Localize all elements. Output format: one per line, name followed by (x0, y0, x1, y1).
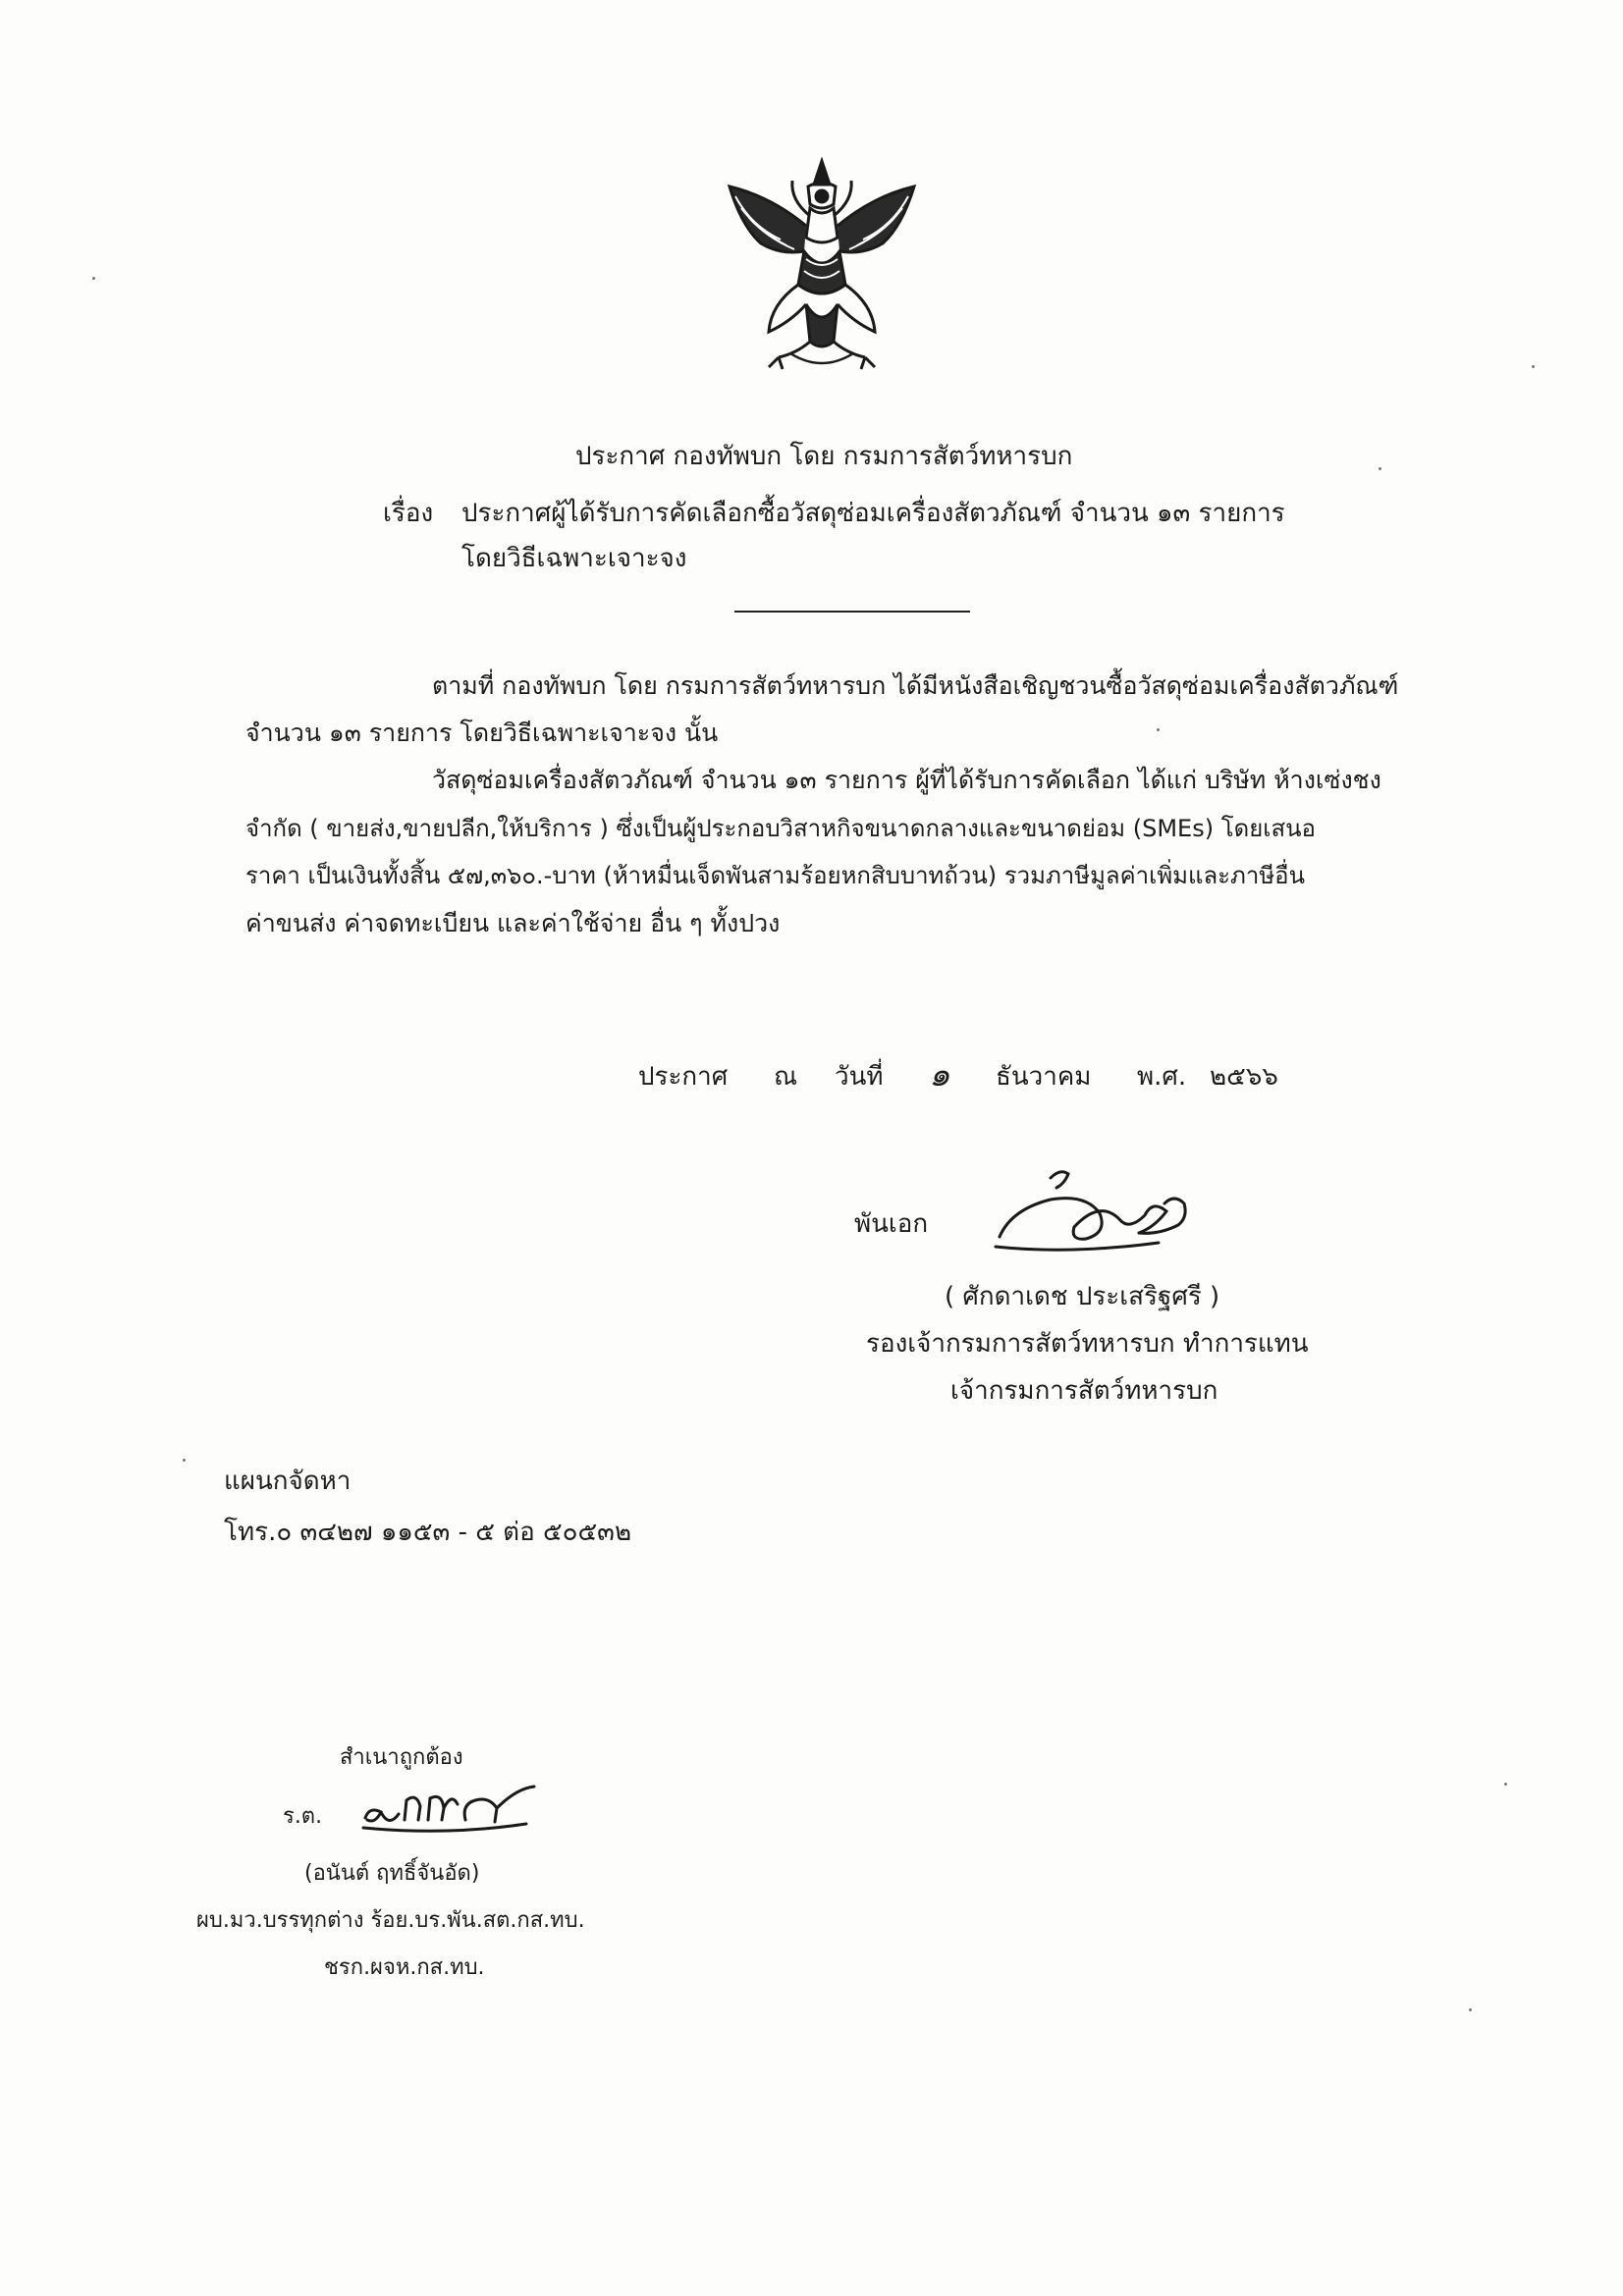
date-day-label: วันที่ (835, 1062, 884, 1092)
date-month: ธันวาคม (996, 1062, 1092, 1092)
date-day: ๑ (929, 1055, 950, 1095)
certified-signature (359, 1779, 536, 1838)
date-at: ณ (774, 1062, 798, 1092)
scan-speck (1532, 365, 1535, 368)
certified-name: (อนันต์ ฤทธิ์จันอัด) (304, 1861, 480, 1886)
certified-position-1: ผบ.มว.บรรทุกต่าง ร้อย.บร.พัน.สต.กส.ทบ. (196, 1908, 585, 1933)
paragraph-1-line-2: จำนวน ๑๓ รายการ โดยวิธีเฉพาะเจาะจง นั้น (245, 719, 719, 747)
scan-speck (1504, 1783, 1507, 1786)
contact-department: แผนกจัดหา (224, 1467, 352, 1496)
date-announce: ประกาศ (638, 1062, 729, 1092)
date-year: ๒๕๖๖ (1210, 1062, 1278, 1092)
subject-label: เรื่อง (383, 499, 434, 528)
certified-position-2: ชรก.ผจห.กส.ทบ. (324, 1955, 485, 1980)
paragraph-2-line-1: วัสดุซ่อมเครื่องสัตวภัณฑ์ จำนวน ๑๓ รายการ ผู้ที่ได้รับการคัดเลือก ได้แก่ บริษัท ห้างเซ่งชง (432, 766, 1381, 794)
signature (992, 1160, 1217, 1258)
contact-phone: โทร.๐ ๓๔๒๗ ๑๑๕๓ - ๕ ต่อ ๕๐๕๓๒ (224, 1518, 632, 1547)
paragraph-2-line-3: ราคา เป็นเงินทั้งสิ้น ๕๗,๓๖๐.-บาท (ห้าหมื่นเจ็ดพันสามร้อยหกสิบบาทถ้วน) รวมภาษีมูลค่าเพิ่มและภาษีอื่น (245, 862, 1305, 889)
scan-speck (1157, 728, 1160, 731)
title-divider (734, 611, 970, 613)
scan-speck (92, 277, 95, 280)
scan-speck (1379, 467, 1381, 470)
signatory-name: ( ศักดาเดช ประเสริฐศรี ) (945, 1282, 1220, 1311)
paragraph-2-line-4: ค่าขนส่ง ค่าจดทะเบียน และค่าใช้จ่าย อื่น ๆ ทั้งปวง (245, 909, 781, 937)
subject-line-2: โดยวิธีเฉพาะเจาะจง (461, 544, 687, 573)
scan-speck (183, 1459, 186, 1462)
signatory-position-1: รองเจ้ากรมการสัตว์ทหารบก ทำการแทน (866, 1329, 1309, 1359)
paragraph-2-line-2: จำกัด ( ขายส่ง,ขายปลีก,ให้บริการ ) ซึ่งเป็นผู้ประกอบวิสาหกิจขนาดกลางและขนาดย่อม (SMEs) โดยเสนอ (245, 815, 1316, 842)
certified-label: สำเนาถูกต้อง (340, 1745, 463, 1770)
signatory-position-2: เจ้ากรมการสัตว์ทหารบก (950, 1376, 1218, 1406)
subject-line-1: ประกาศผู้ได้รับการคัดเลือกซื้อวัสดุซ่อมเครื่องสัตวภัณฑ์ จำนวน ๑๓ รายการ (461, 499, 1285, 528)
garuda-emblem (722, 157, 923, 373)
scan-speck (1469, 2008, 1472, 2011)
announcement-title: ประกาศ กองทัพบก โดย กรมการสัตว์ทหารบก (575, 442, 1073, 471)
certified-rank: ร.ต. (283, 1804, 323, 1829)
date-era: พ.ศ. (1137, 1062, 1187, 1092)
paragraph-1-line-1: ตามที่ กองทัพบก โดย กรมการสัตว์ทหารบก ได้มีหนังสือเชิญชวนซื้อวัสดุซ่อมเครื่องสัตวภัณฑ์ (432, 671, 1399, 700)
signatory-rank: พันเอก (854, 1209, 929, 1239)
